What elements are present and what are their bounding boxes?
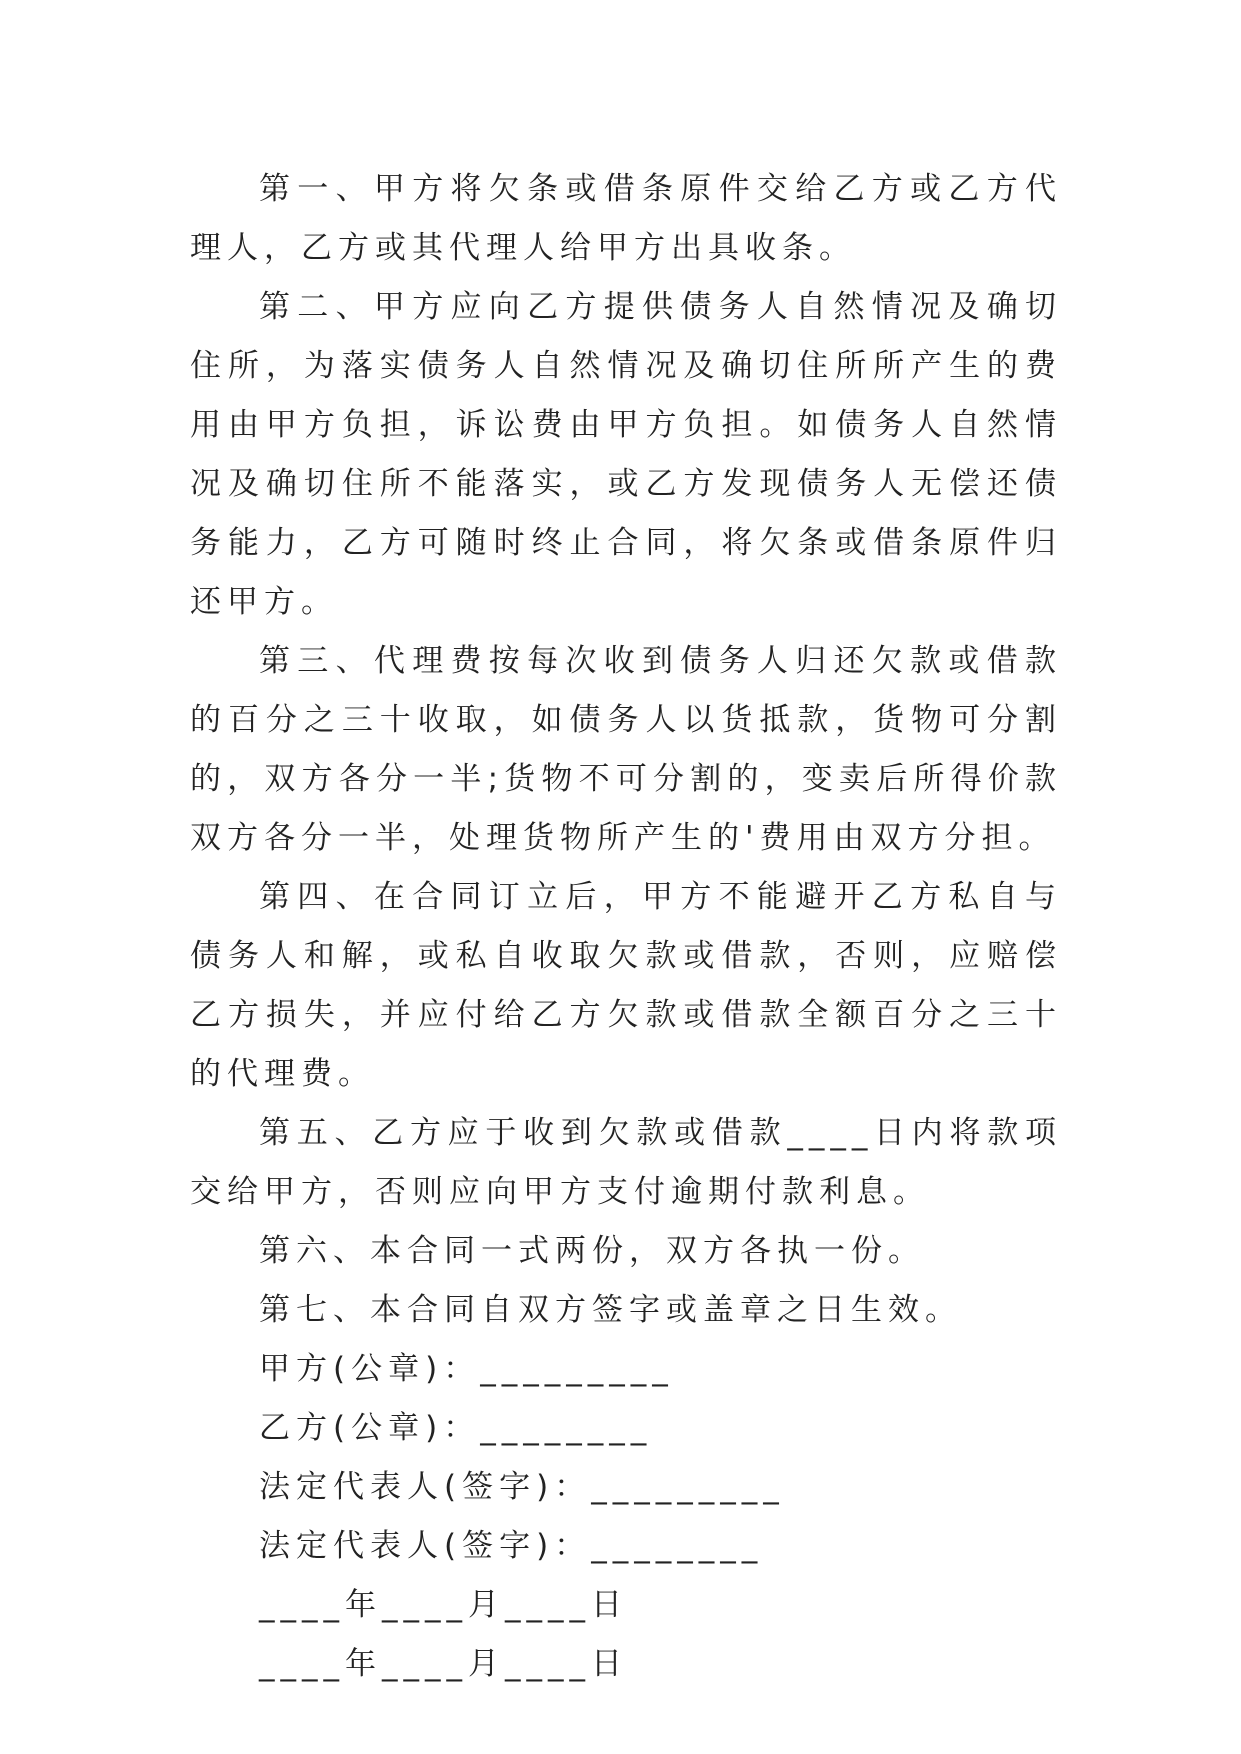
clause-4: 第四、在合同订立后，甲方不能避开乙方私自与债务人和解，或私自收取欠款或借款，否则，应赔偿乙方损失，并应付给乙方欠款或借款全额百分之三十的代理费。 (190, 879, 1062, 1092)
clause-2: 第二、甲方应向乙方提供债务人自然情况及确切住所，为落实债务人自然情况及确切住所所产生的费用由甲方负担，诉讼费由甲方负担。如债务人自然情况及确切住所不能落实，或乙方发现债务人无偿还债务能力，乙方可随时终止合同，将欠条或借条原件归还甲方。 (190, 289, 1062, 620)
contract-body (190, 160, 1062, 1694)
legal-rep-signature-line-b: 法定代表人(签字)：________ (259, 1528, 764, 1564)
clause-5: 第五、乙方应于收到欠款或借款____日内将款项交给甲方，否则应向甲方支付逾期付款利息。 (190, 1115, 1062, 1210)
party-a-seal-line: 甲方(公章)：_________ (259, 1351, 674, 1387)
clause-1: 第一、甲方将欠条或借条原件交给乙方或乙方代理人，乙方或其代理人给甲方出具收条。 (190, 171, 1062, 266)
date-line-a: ____年____月____日 (259, 1587, 628, 1623)
clause-6: 第六、本合同一式两份，双方各执一份。 (259, 1233, 925, 1269)
clause-3: 第三、代理费按每次收到债务人归还欠款或借款的百分之三十收取，如债务人以货抵款，货物可分割的，双方各分一半;货物不可分割的，变卖后所得价款双方各分一半，处理货物所产生的'费用由双方分担。 (190, 643, 1062, 856)
legal-rep-signature-line-a: 法定代表人(签字)：_________ (259, 1469, 785, 1505)
party-b-seal-line: 乙方(公章)：________ (259, 1410, 653, 1446)
date-line-b: ____年____月____日 (259, 1646, 628, 1682)
clause-7: 第七、本合同自双方签字或盖章之日生效。 (259, 1292, 962, 1328)
